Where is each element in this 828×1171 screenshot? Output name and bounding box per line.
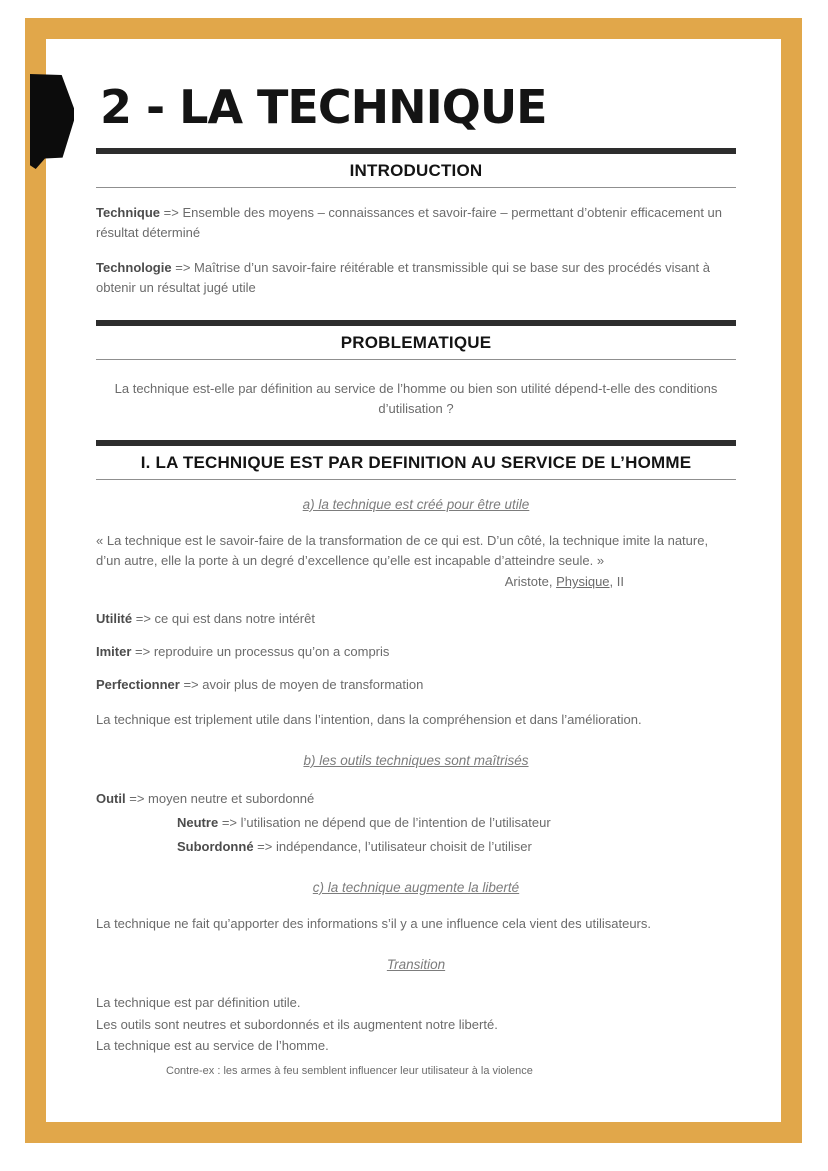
- definition-text: => indépendance, l’utilisateur choisit de l’utiliser: [257, 839, 532, 854]
- subsection-a-heading-text: a) la technique est créé pour être utile: [302, 497, 530, 512]
- definition-outil: [96, 789, 736, 809]
- attribution-suffix: , II: [609, 574, 624, 589]
- problematique-heading: PROBLEMATIQUE: [340, 333, 492, 352]
- section-header-problematique: [96, 320, 736, 360]
- definition-term: Outil: [96, 791, 126, 806]
- page-border-frame: [25, 18, 802, 1143]
- introduction-heading: INTRODUCTION: [349, 161, 483, 180]
- page-title: 2 - LA TECHNIQUE: [100, 80, 547, 134]
- problematique-question: La technique est-elle par définition au service de l’homme ou bien son utilité dépend-t-elle des conditions d’utilisation ?: [114, 381, 718, 416]
- definition-term: Subordonné: [177, 839, 254, 854]
- definition-text: => ce qui est dans notre intérêt: [135, 611, 315, 626]
- definition-term: Imiter: [96, 644, 132, 659]
- page-content: [46, 39, 781, 1079]
- transition-summary: [96, 992, 736, 1057]
- section-header-part1: [96, 440, 736, 480]
- subsection-b-heading: [96, 751, 736, 771]
- attribution-author: Aristote,: [504, 574, 557, 589]
- definition-perfectionner: [96, 675, 736, 695]
- definition-text: => Maîtrise d’un savoir-faire réitérable et transmissible qui se base sur des procédés visant à obtenir un résultat jugé utile: [96, 260, 710, 295]
- definition-imiter: [96, 642, 736, 662]
- definition-text: => reproduire un processus qu’on a compris: [135, 644, 390, 659]
- transition-heading: [96, 955, 736, 975]
- divider-thin: [96, 187, 736, 188]
- section-header-introduction: [96, 148, 736, 188]
- transition-heading-text: Transition: [386, 957, 446, 972]
- definition-text: => moyen neutre et subordonné: [129, 791, 315, 806]
- subsection-c-text: La technique ne fait qu’apporter des informations s’il y a une influence cela vient des utilisateurs.: [96, 916, 651, 931]
- subsection-a-conclusion: La technique est triplement utile dans l’intention, dans la compréhension et dans l’amélioration.: [96, 712, 642, 727]
- subsection-b-heading-text: b) les outils techniques sont maîtrisés: [303, 753, 529, 768]
- transition-line: Les outils sont neutres et subordonnés et ils augmentent notre liberté.: [96, 1016, 498, 1032]
- part1-heading: I. LA TECHNIQUE EST PAR DEFINITION AU SERVICE DE L’HOMME: [140, 453, 692, 472]
- definition-technique: [96, 203, 736, 243]
- divider-thin: [96, 479, 736, 480]
- definition-text: => Ensemble des moyens – connaissances et savoir-faire – permettant d’obtenir efficacement un résultat déterminé: [96, 205, 723, 240]
- definition-term: Neutre: [177, 815, 219, 830]
- counter-example-note: Contre-ex : les armes à feu semblent influencer leur utilisateur à la violence: [166, 1064, 533, 1077]
- subsection-c-heading-text: c) la technique augmente la liberté: [312, 880, 520, 895]
- definition-term: Technologie: [96, 260, 172, 275]
- subsection-a-heading: [96, 495, 736, 515]
- definition-utilite: [96, 609, 736, 629]
- definition-term: Technique: [96, 205, 161, 220]
- aristotle-quote: « La technique est le savoir-faire de la transformation de ce qui est. D’un côté, la technique imite la nature, d’un autre, elle la porte à un degré d’excellence qu’elle est incapable d’atteindre seule. »: [96, 533, 709, 568]
- attribution-work-title: Physique: [556, 574, 610, 589]
- divider-thin: [96, 359, 736, 360]
- subsection-c-heading: [96, 878, 736, 898]
- definition-text: => avoir plus de moyen de transformation: [183, 677, 424, 692]
- definition-neutre: [177, 813, 736, 833]
- definition-term: Perfectionner: [96, 677, 180, 692]
- quote-attribution: [96, 572, 736, 592]
- definition-term: Utilité: [96, 611, 133, 626]
- transition-line: La technique est par définition utile.: [96, 995, 301, 1010]
- transition-line: La technique est au service de l’homme.: [96, 1038, 329, 1053]
- definition-text: => l’utilisation ne dépend que de l’intention de l’utilisateur: [221, 815, 551, 830]
- definition-subordonne: [177, 837, 736, 857]
- definition-technologie: [96, 258, 736, 298]
